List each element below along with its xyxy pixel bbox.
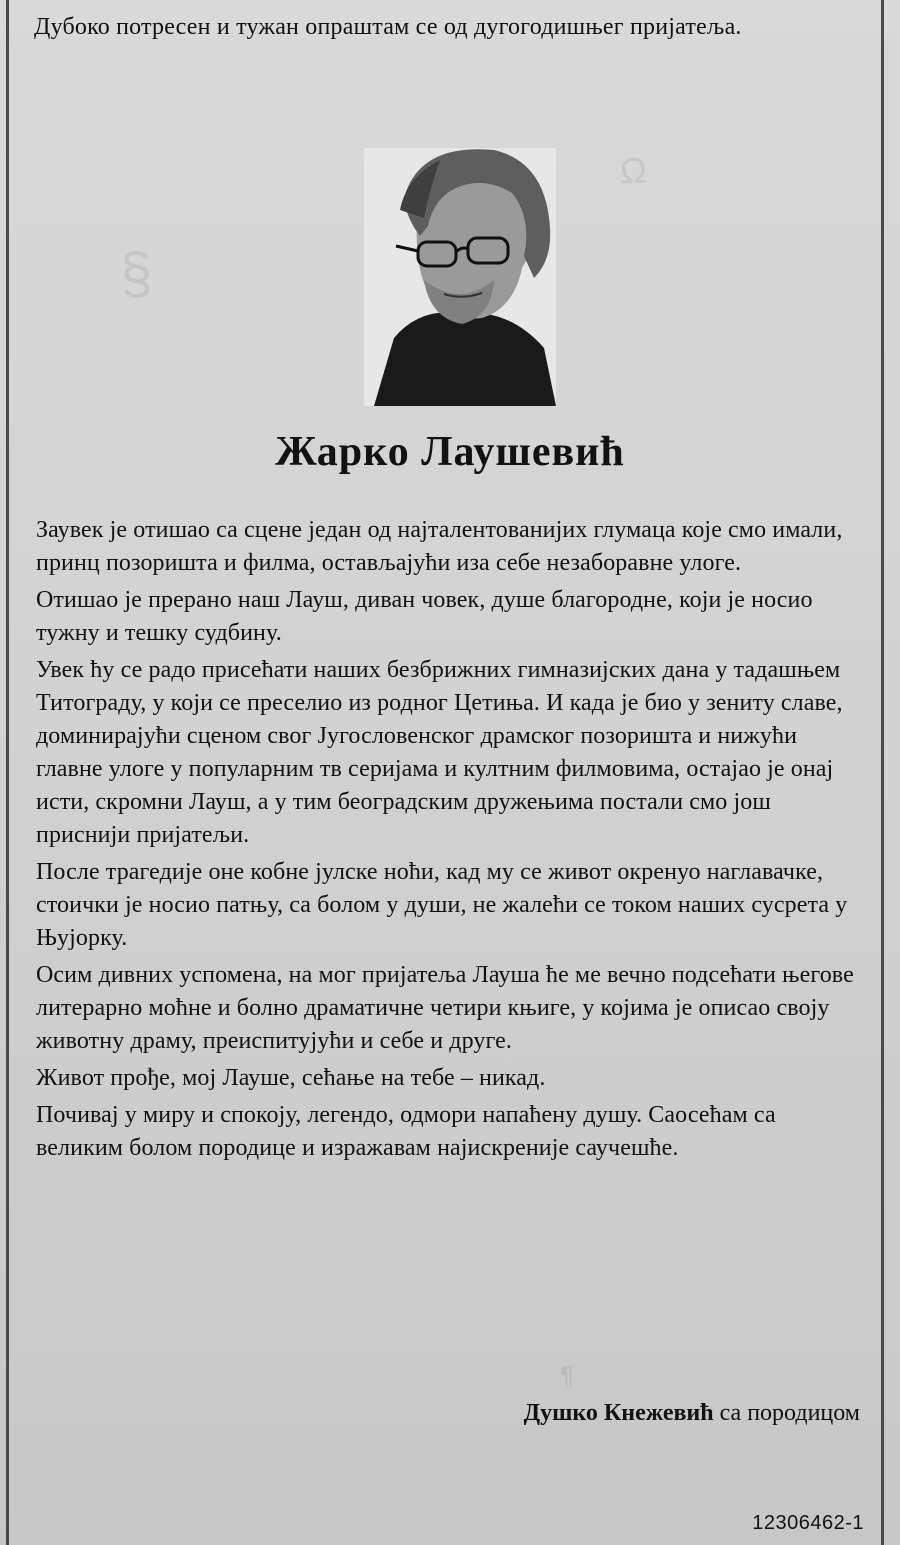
bleed-through-text: ¶ [559,1359,575,1391]
paragraph: После трагедије оне кобне јулске ноћи, кад му се живот окренуо наглавачке, стоички је носио патњу, са болом у души, не жалећи се током наших сусрета у Њујорку. [36,859,848,951]
signature-suffix: са породицом [713,1400,860,1426]
paragraph: Увек ћу се радо присећати наших безбрижних гимназијских дана у тадашњем Титограду, у који се преселио из родног Цетиња. И када је био у зениту славе, доминирајући сценом свог Југословенског драмског позоришта и нижући главне улоге у популарним тв серијама и култним филмовима, остајао је онај исти, скромни Лауш, а у тим београдским дружењима постали смо још приснији пријатељи. [36,657,843,848]
bleed-through-text: § [118,240,154,307]
portrait-illustration [364,148,556,406]
paragraph: Осим дивних успомена, на мог пријатеља Лауша ће ме вечно подсећати његове литерарно моћне и болно драматичне четири књиге, у којима је описао своју животну драму, преиспитујући и себе и друге. [36,962,854,1054]
signature [524,1400,860,1427]
portrait-photo [364,148,556,406]
paragraph: Заувек је отишао са сцене један од најталентованијих глумаца које смо имали, принц позоришта и филма, остављајући иза себе незаборавне улоге. [36,517,843,576]
signature-name: Душко Кнежевић [523,1400,714,1426]
ad-code: 12306462-1 [752,1512,864,1534]
deceased-name: Жарко Лаушевић [275,429,625,475]
paragraph: Живот прође, мој Лауше, сећање на тебе – никад. [36,1065,546,1091]
obituary-body [36,514,862,1169]
paragraph: Почивај у миру и спокоју, легендо, одмори напаћену душу. Саосећам са великим болом породице и изражавам најискреније саучешће. [36,1102,776,1161]
paragraph: Отишао је прерано наш Лауш, диван човек, душе благородне, који је носио тужну и тешку судбину. [36,587,813,646]
intro-text: Дубоко потресен и тужан опраштам се од дугогодишњег пријатеља. [34,14,742,40]
bleed-through-text: Ω [619,149,648,192]
